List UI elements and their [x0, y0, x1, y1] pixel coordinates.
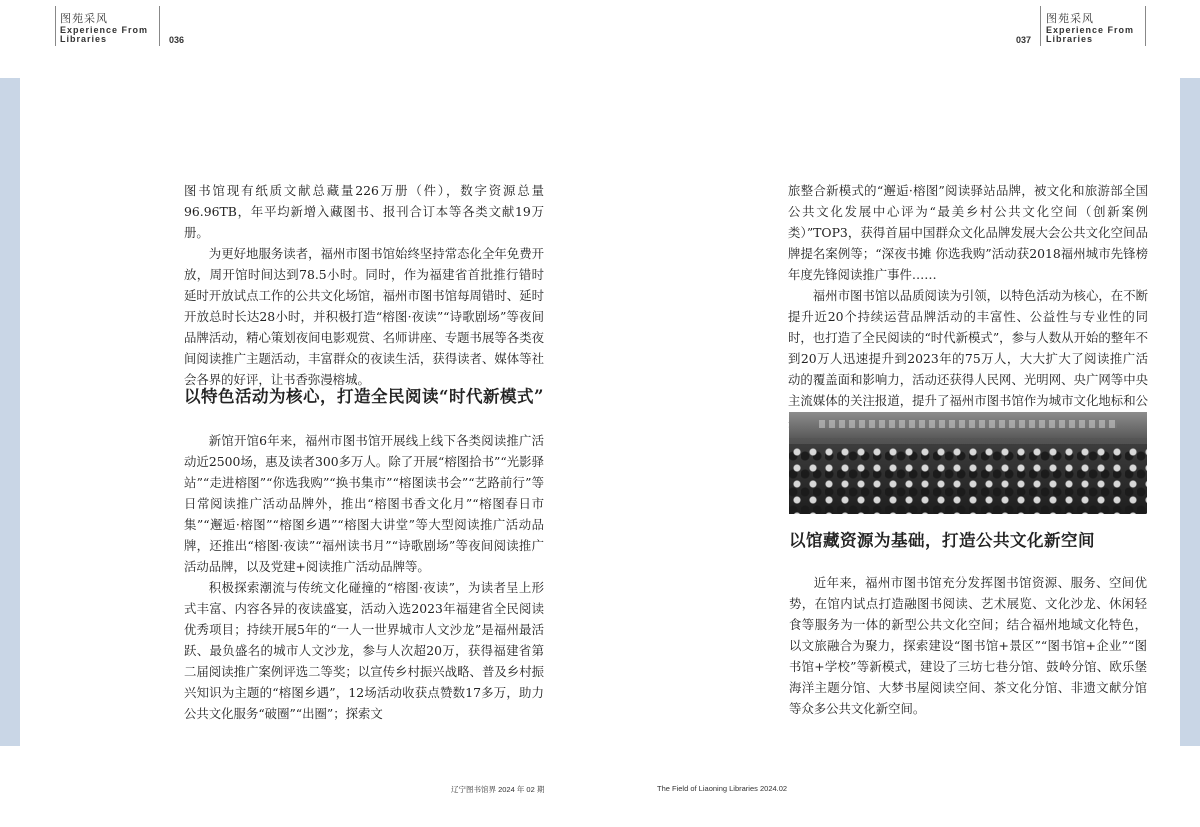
column-title-cn: 图苑采风: [1046, 13, 1094, 25]
column-title-en: Libraries: [60, 34, 108, 44]
left-section-heading-block: [184, 386, 564, 407]
photo-crowd: [789, 444, 1147, 514]
column-title-en: Experience From: [1046, 25, 1135, 35]
header-divider: [159, 6, 160, 46]
right-column-bottom: [789, 572, 1147, 719]
header-divider: [1040, 6, 1041, 46]
body-paragraph: 积极探索潮流与传统文化碰撞的“榕图·夜读”，为读者呈上形式丰富、内容各异的夜读盛宴，活动入选2023年福建省全民阅读优秀项目；持续开展5年的“一人一世界城市人文沙龙”是福州最活跃、最负盛名的城市人文沙龙，参与人次超20万，获得福建省第二届阅读推广案例评选二等奖；以宣传乡村振兴战略、普及乡村振兴知识为主题的“榕图乡遇”，12场活动收获点赞数17多万，助力公共文化服务“破圈”“出圈”；探索文: [184, 580, 544, 721]
footer-journal-cn: 辽宁图书馆界 2024 年 02 期: [451, 785, 545, 794]
right-section-heading-block: [789, 530, 1159, 551]
body-paragraph: 福州市图书馆以品质阅读为引领，以特色活动为核心，在不断提升近20个持续运营品牌活动的丰富性、公益性与专业性的同时，也打造了全民阅读的“时代新模式”，参与人数从开始的整年不到20万人迅速提升到2023年的75万人，大大扩大了阅读推广活动的覆盖面和影响力，活动还获得人民网、光明网、央广网等中央主流媒体的关注报道，提升了福州市图书馆作为城市文化地标和公: [788, 288, 1148, 408]
header-divider: [1145, 6, 1146, 46]
column-title-en: Libraries: [1046, 34, 1094, 44]
section-heading: 以馆藏资源为基础，打造公共文化新空间: [789, 531, 1095, 550]
left-column-top: [184, 180, 544, 390]
left-column-bottom: [184, 430, 544, 724]
photo-banner: [789, 412, 1147, 438]
section-heading: 以特色活动为核心，打造全民阅读“时代新模式”: [184, 387, 544, 406]
group-photo: [789, 412, 1147, 514]
column-title-cn: 图苑采风: [60, 13, 108, 25]
body-paragraph: 新馆开馆6年来，福州市图书馆开展线上线下各类阅读推广活动近2500场，惠及读者300多万人。除了开展“榕图拾书”“光影驿站”“走进榕图”“你选我购”“换书集市”“榕图读书会”“艺路前行”等日常阅读推广活动品牌外，推出“榕图书香文化月”“榕图春日市集”“邂逅·榕图”“榕图乡遇”“榕图大讲堂”等大型阅读推广活动品牌，还推出“榕图·夜读”“福州读书月”“诗歌剧场”等夜间阅读推广活动品牌，以及党建+阅读推广活动品牌等。: [184, 433, 544, 574]
left-margin-band: [0, 78, 20, 746]
body-paragraph: 旅整合新模式的“邂逅·榕图”阅读驿站品牌，被文化和旅游部全国公共文化发展中心评为“最美乡村公共文化空间（创新案例类）”TOP3，获得首届中国群众文化品牌发展大会公共文化空间品牌提名案例等；“深夜书摊 你选我购”活动获2018福州城市先锋榜年度先锋阅读推广事件……: [788, 183, 1148, 282]
page-number: 036: [169, 35, 185, 45]
right-margin-band: [1180, 78, 1200, 746]
page-number: 037: [1016, 35, 1032, 45]
right-column-top: [788, 180, 1148, 432]
column-title-en: Experience From: [60, 25, 149, 35]
body-paragraph: 为更好地服务读者，福州市图书馆始终坚持常态化全年免费开放，周开馆时间达到78.5小时。同时，作为福建省首批推行错时延时开放试点工作的公共文化场馆，福州市图书馆每周错时、延时开放总时长达28小时，并积极打造“榕图·夜读”“诗歌剧场”等夜间品牌活动，精心策划夜间电影观赏、名师讲座、专题书展等各类夜间阅读推广主题活动，丰富群众的夜读生活，获得读者、媒体等社会各界的好评，让书香弥漫榕城。: [184, 246, 544, 387]
footer-journal-en: The Field of Liaoning Libraries 2024.02: [657, 784, 788, 793]
left-page-header: [55, 6, 185, 48]
body-paragraph: 近年来，福州市图书馆充分发挥图书馆资源、服务、空间优势，在馆内试点打造融图书阅读、艺术展览、文化沙龙、休闲轻食等服务为一体的新型公共文化空间；结合福州地域文化特色，以文旅融合为聚力，探索建设“图书馆+景区”“图书馆+企业”“图书馆+学校”等新模式，建设了三坊七巷分馆、鼓岭分馆、欧乐堡海洋主题分馆、大梦书屋阅读空间、茶文化分馆、非遗文献分馆等众多公共文化新空间。: [789, 575, 1147, 716]
body-paragraph: 图书馆现有纸质文献总藏量226万册（件），数字资源总量96.96TB，年平均新增入藏图书、报刊合订本等各类文献19万册。: [184, 183, 544, 240]
header-divider: [55, 6, 56, 46]
right-page-header: [1012, 6, 1152, 48]
